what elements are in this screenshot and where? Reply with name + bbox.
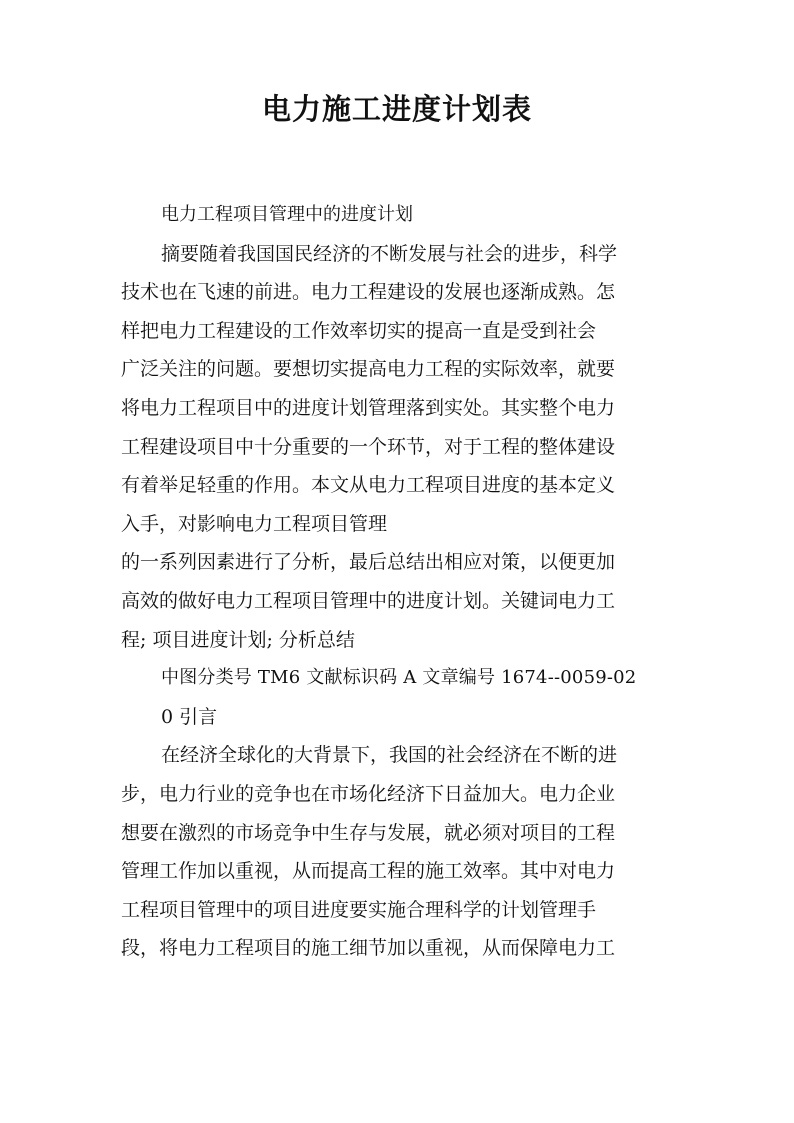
- paragraph-line: 管理工作加以重视，从而提高工程的施工效率。其中对电力: [121, 860, 616, 883]
- introduction-heading: 0 引言: [161, 705, 218, 728]
- paragraph-line: 工程建设项目中十分重要的一个环节，对于工程的整体建设: [121, 435, 616, 458]
- keywords-line: 程; 项目进度计划; 分析总结: [121, 628, 355, 651]
- paragraph-line: 想要在激烈的市场竞争中生存与发展，就必须对项目的工程: [121, 821, 616, 844]
- paragraph-line: 入手，对影响电力工程项目管理: [121, 512, 388, 535]
- paragraph-line: 摘要随着我国国民经济的不断发展与社会的进步，科学: [161, 242, 618, 265]
- paragraph-line: 技术也在飞速的前进。电力工程建设的发展也逐渐成熟。怎: [121, 281, 616, 304]
- paragraph-line: 样把电力工程建设的工作效率切实的提高一直是受到社会: [121, 319, 597, 342]
- paragraph-line: 有着举足轻重的作用。本文从电力工程项目进度的基本定义: [121, 474, 616, 497]
- paragraph-line: 高效的做好电力工程项目管理中的进度计划。关键词电力工: [121, 589, 616, 612]
- paragraph-line: 工程项目管理中的项目进度要实施合理科学的计划管理手: [121, 898, 597, 921]
- paragraph-line: 的一系列因素进行了分析，最后总结出相应对策，以便更加: [121, 551, 616, 574]
- paragraph-line: 在经济全球化的大背景下，我国的社会经济在不断的进: [161, 744, 618, 767]
- classification-line: 中图分类号 TM6 文献标识码 A 文章编号 1674--0059-02: [161, 667, 637, 689]
- paragraph-line: 广泛关注的问题。要想切实提高电力工程的实际效率，就要: [121, 358, 616, 381]
- paragraph-line: 段，将电力工程项目的施工细节加以重视，从而保障电力工: [121, 937, 616, 960]
- document-body: [121, 196, 673, 968]
- paragraph-line: 将电力工程项目中的进度计划管理落到实处。其实整个电力: [121, 396, 616, 419]
- paragraph-line: 步，电力行业的竞争也在市场化经济下日益加大。电力企业: [121, 782, 616, 805]
- section-heading: 电力工程项目管理中的进度计划: [161, 204, 413, 225]
- document-title: 电力施工进度计划表: [261, 92, 532, 126]
